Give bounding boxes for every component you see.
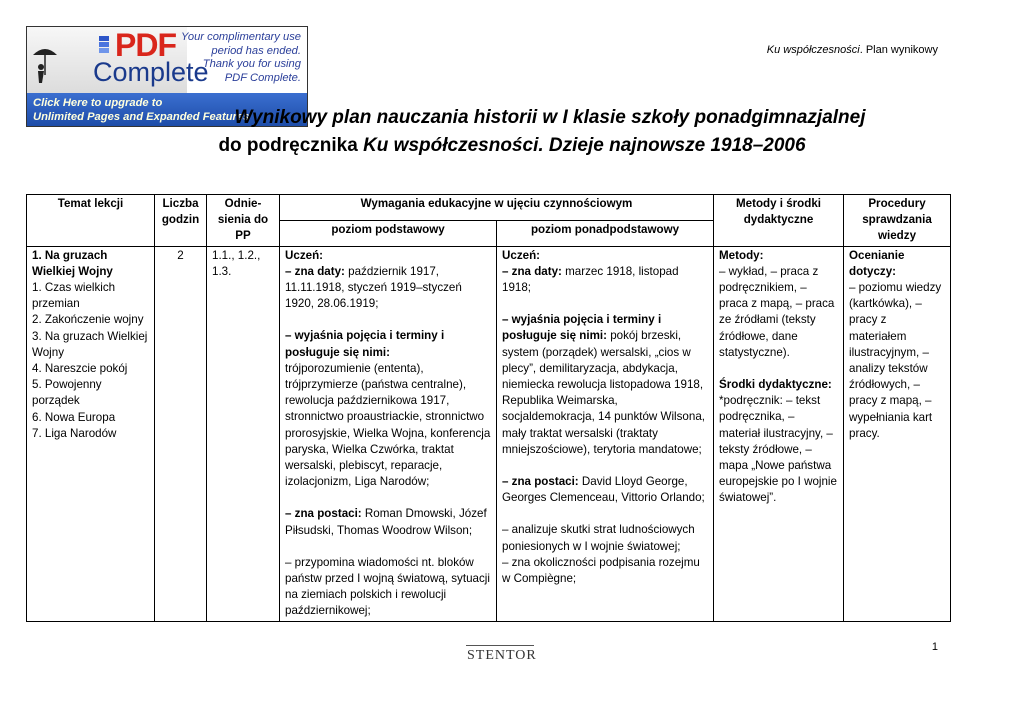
header-temat: Temat lekcji [27,195,155,247]
header-metody: Metody i środki dydaktyczne [714,195,844,247]
cell-liczba: 2 [155,246,207,621]
postaci-text: Roman Dmowski, Józef Piłsudski, Thomas Woodrow Wilson; [285,507,487,537]
srodki-text: *podręcznik: – tekst podręcznika, – materiał ilustracyjny, – teksty źródłowe, – mapa „Nowe państwa europejskie po I wojnie światowej”. [719,394,837,505]
analizuje-text: – analizuje skutki strat ludnościowych poniesionych w I wojnie światowej; [502,523,695,553]
postaci-paragraph [285,506,491,538]
pojecia-label: – wyjaśnia pojęcia i terminy i posługuje się nimi: [502,313,662,343]
upgrade-line-2[interactable]: Unlimited Pages and Expanded Features [33,111,250,123]
document-title-line1: Wynikowy plan nauczania historii w I klasie szkoły ponadgimnazjalnej [234,107,866,128]
stacked-squares-icon [97,35,111,55]
document-title-line2 [0,135,1024,157]
header-odniesienia: Odnie- sienia do PP [207,195,280,247]
postaci-label: – zna postaci: [285,507,362,521]
daty-text: marzec 1918, listopad 1918; [502,264,679,295]
header-ponadpodstawowy: poziom ponadpodstawowy [497,220,714,246]
title-book-name: Ku współczesności. Dzieje najnowsze 1918–2006 [363,135,806,156]
postaci-text: David Lloyd George, Georges Clemenceau, Vittorio Orlando; [502,475,705,505]
table-row [27,246,951,621]
banner-message: Your complimentary use period has ended. Thank you for using PDF Complete. [181,31,302,84]
daty-text: październik 1917, 11.11.1918, styczeń 1919–styczeń 1920, 28.06.1919; [285,264,462,311]
cell-metody [714,246,844,621]
pojecia-paragraph [502,312,708,458]
cell-procedury [844,246,951,621]
title-prefix: do podręcznika [218,135,364,156]
lesson-topic: 4. Nareszcie pokój [32,362,128,376]
postaci-paragraph [502,474,708,506]
upgrade-line-1[interactable]: Click Here to upgrade to [33,97,163,109]
pojecia-label: – wyjaśnia pojęcia i terminy i posługuje się nimi: [285,329,445,359]
pojecia-text: pokój brzeski, system (porządek) wersalski, „cios w plecy”, demilitaryzacja, abdykacja, niemiecka rewolucja listopadowa 1918, Republika Weimarska, socjaldemokracja, 14 punktów Wilsona, mały traktat wersalski (traktaty mniejszościowe), terytoria mandatowe; [502,329,705,456]
lesson-topic: 6. Nowa Europa [32,410,116,424]
header-podstawowy: poziom podstawowy [280,220,497,246]
lesson-topic: 1. Czas wielkich przemian [32,281,116,311]
running-header [767,44,938,56]
cell-ponadpodstawowy [497,246,714,621]
header-liczba: Liczba godzin [155,195,207,247]
cell-temat [27,246,155,621]
metody-label: Metody: [719,248,764,262]
table-header-row [27,195,951,221]
page-number: 1 [931,641,938,653]
postaci-label: – zna postaci: [502,475,579,489]
srodki-label: Środki dydaktyczne: [719,378,832,392]
ocenianie-label: Ocenianie dotyczy: [849,248,905,278]
lesson-topic: 5. Powojenny porządek [32,378,102,408]
lesson-title: 1. Na gruzach Wielkiej Wojny [32,248,113,278]
okolicznosci-text: – zna okoliczności podpisania rozejmu w Compiègne; [502,555,700,586]
lesson-topic: 3. Na gruzach Wielkiej Wojny [32,329,148,359]
pdf-complete-logo [27,27,209,93]
daty-paragraph [285,264,491,313]
daty-label: – zna daty: [285,264,345,278]
daty-paragraph [502,264,708,296]
przypomina-text: – przypomina wiadomości nt. bloków państw przed I wojną światową, sytuacji na ziemiach polskich i rewolucji październikowej; [285,555,490,618]
metody-text: – wykład, – praca z podręcznikiem, – praca z mapą, – praca ze źródłami (teksty źródłowe, dane statystyczne). [719,264,835,359]
running-header-suffix: . Plan wynikowy [859,44,938,56]
lesson-topic: 2. Zakończenie wojny [32,313,144,327]
pojecia-text: trójporozumienie (ententa), trójprzymierze (państwa centralne), rewolucja październikowa 1917, stronnictwo proaustriackie, stronnictwo prorosyjskie, Wielka Wojna, konferencja paryska, Wielka Czwórka, traktat wersalski, plebiscyt, reparacje, izolacjonizm, Liga Narodów; [285,361,491,489]
umbrella-figure-icon [31,45,59,85]
complete-wordmark: Complete [93,57,209,87]
cell-odniesienia: 1.1., 1.2., 1.3. [207,246,280,621]
footer-divider [466,645,534,646]
pdf-wordmark: PDF [115,27,176,63]
header-procedury: Procedury sprawdzania wiedzy [844,195,951,247]
lesson-plan-table [26,194,951,622]
publisher-logo: STENTOR [467,648,537,663]
header-wymagania: Wymagania edukacyjne w ujęciu czynnościowym [280,195,714,221]
ocenianie-text: – poziomu wiedzy (kartkówka), – pracy z materiałem ilustracyjnym, – analizy tekstów źródłowych, – pracy z mapą, – wypełniania kart pracy. [849,281,942,440]
cell-podstawowy [280,246,497,621]
uczen-label: Uczeń: [502,248,541,262]
running-header-book: Ku współczesności [766,44,860,56]
lesson-topic: 7. Liga Narodów [32,426,117,440]
daty-label: – zna daty: [502,264,562,278]
uczen-label: Uczeń: [285,248,324,262]
